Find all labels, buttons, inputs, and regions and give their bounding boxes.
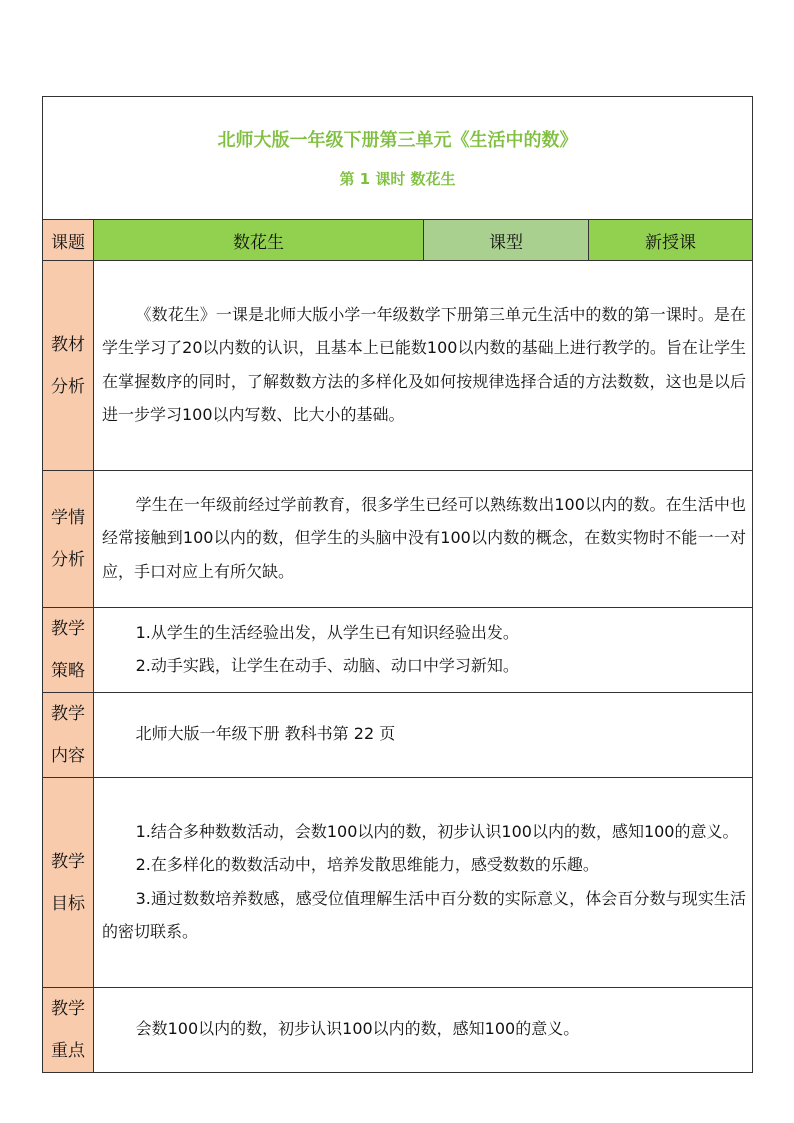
material-analysis-label <box>43 261 94 471</box>
document-title: 北师大版一年级下册第三单元《生活中的数》 <box>217 129 578 151</box>
lesson-plan-table <box>42 96 753 1073</box>
label-line: 教学 <box>51 704 85 724</box>
teaching-goals-label <box>43 778 94 988</box>
label-line: 教学 <box>51 619 85 639</box>
teaching-content-text: 北师大版一年级下册 教科书第 22 页 <box>135 724 396 744</box>
goal-item: 3.通过数数培养数感，感受位值理解生活中百分数的实际意义，体会百分数与现实生活的密切联系。 <box>102 888 746 941</box>
key-points-label <box>43 988 94 1073</box>
type-value: 新授课 <box>589 220 753 261</box>
label-line: 教学 <box>51 851 85 872</box>
student-analysis-label <box>43 471 94 608</box>
strategy-content <box>94 608 753 693</box>
label-line: 分析 <box>51 376 85 397</box>
label-line: 策略 <box>51 661 85 681</box>
material-analysis-content <box>94 261 753 471</box>
strategy-item: 1.从学生的生活经验出发，从学生已有知识经验出发。 <box>135 622 519 642</box>
topic-label: 课题 <box>43 220 94 261</box>
label-line: 目标 <box>51 893 85 914</box>
label-line: 学情 <box>51 508 85 528</box>
student-analysis-content <box>94 471 753 608</box>
lesson-plan <box>42 96 752 1073</box>
label-line: 教材 <box>51 334 85 355</box>
title-cell <box>43 97 753 220</box>
strategy-label <box>43 608 94 693</box>
label-line: 分析 <box>51 550 85 570</box>
label-line: 内容 <box>51 746 85 766</box>
material-analysis-text: 《数花生》一课是北师大版小学一年级数学下册第三单元生活中的数的第一课时。是在学生学习了20以内数的认识，且基本上已能数100以内数的基础上进行教学的。旨在让学生在掌握数序的同时，了解数数方法的多样化及如何按规律选择合适的方法数数，这也是以后进一步学习100以内写数、比大小的基础。 <box>102 304 746 424</box>
goal-item: 2.在多样化的数数活动中，培养发散思维能力，感受数数的乐趣。 <box>135 855 599 874</box>
teaching-goals-content <box>94 778 753 988</box>
key-points-content <box>94 988 753 1073</box>
lesson-subtitle: 第 1 课时 数花生 <box>339 169 456 188</box>
label-line: 重点 <box>51 1041 85 1061</box>
strategy-item: 2.动手实践，让学生在动手、动脑、动口中学习新知。 <box>135 656 519 675</box>
student-analysis-text: 学生在一年级前经过学前教育，很多学生已经可以熟练数出100以内的数。在生活中也经常接触到100以内的数，但学生的头脑中没有100以内数的概念，在数实物时不能一一对应，手口对应上有所欠缺。 <box>102 494 746 581</box>
teaching-content-label <box>43 693 94 778</box>
type-label: 课型 <box>424 220 589 261</box>
label-line: 教学 <box>51 999 85 1019</box>
teaching-content-content <box>94 693 753 778</box>
key-points-text: 会数100以内的数，初步认识100以内的数，感知100的意义。 <box>135 1019 580 1039</box>
goal-item: 1.结合多种数数活动，会数100以内的数，初步认识100以内的数，感知100的意义。 <box>135 821 739 841</box>
topic-value: 数花生 <box>94 220 424 261</box>
